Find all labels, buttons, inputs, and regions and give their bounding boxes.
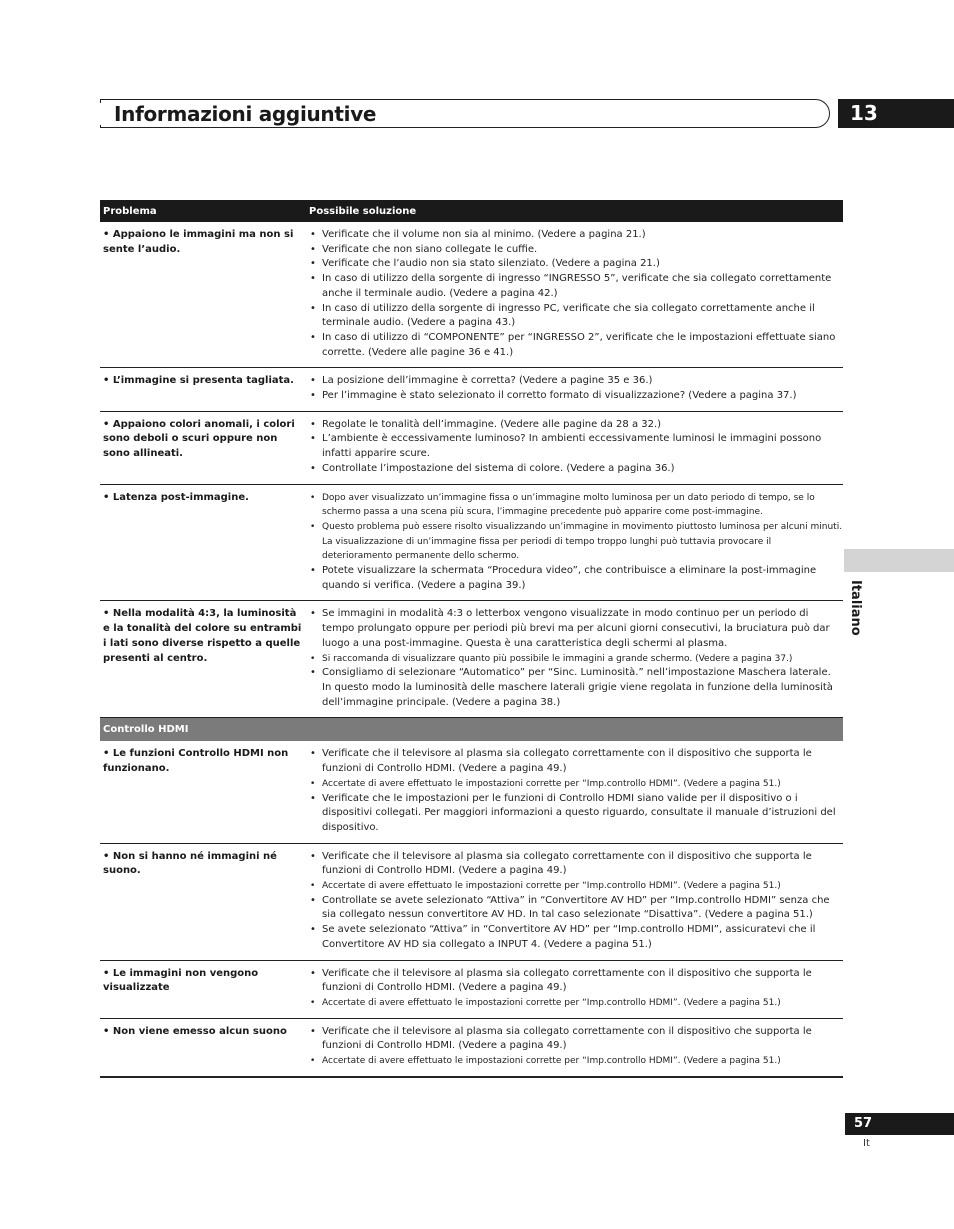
table-header [100, 200, 843, 222]
solution-item: • In caso di utilizzo di “COMPONENTE” per “INGRESSO 2”, verificate che le impostazioni effettuate siano corrette. (Vedere alle pagine 36 e 41.) [306, 331, 843, 360]
solution-item: • Accertate di avere effettuato le impostazioni corrette per “Imp.controllo HDMI”. (Vedere a pagina 51.) [306, 879, 843, 894]
solution-item: • Verificate che il televisore al plasma sia collegato correttamente con il dispositivo che supporta le funzioni di Controllo HDMI. (Vedere a pagina 49.) [306, 1025, 843, 1054]
solution-item: • La posizione dell’immagine è corretta? (Vedere a pagine 35 e 36.) [306, 374, 843, 389]
problem-cell: • Appaiono colori anomali, i colori sono deboli o scuri oppure non sono allineati. [103, 418, 295, 460]
solution-item: • Accertate di avere effettuato le impostazioni corrette per “Imp.controllo HDMI”. (Vedere a pagina 51.) [306, 777, 843, 792]
solution-item: • Consigliamo di selezionare “Automatico” per “Sinc. Luminosità.” nell’impostazione Maschera laterale. In questo modo la luminosità delle maschere laterali grigie viene regolata in funzione della luminosità dell’immagine principale. (Vedere a pagina 38.) [306, 666, 843, 710]
solution-list [306, 967, 843, 1011]
section-header-hdmi: Controllo HDMI [100, 717, 843, 741]
troubleshooting-table [100, 200, 843, 1078]
solution-item: • Verificate che l’audio non sia stato silenziato. (Vedere a pagina 21.) [306, 257, 843, 272]
solution-item: • In caso di utilizzo della sorgente di ingresso “INGRESSO 5”, verificate che sia collegato correttamente anche il terminale audio. (Vedere a pagina 42.) [306, 272, 843, 301]
solution-item: • Verificate che non siano collegate le cuffie. [306, 243, 843, 258]
solution-item: • Verificate che le impostazioni per le funzioni di Controllo HDMI siano valide per il dispositivo o i dispositivi collegati. Per maggiori informazioni a questo riguardo, consultate il manuale d’istruzioni del dispositivo. [306, 792, 843, 836]
table-row [100, 411, 843, 484]
solution-item: • Se avete selezionato “Attiva” in “Convertitore AV HD” per “Imp.controllo HDMI”, assicuratevi che il Convertitore AV HD sia collegato a INPUT 4. (Vedere a pagina 51.) [306, 923, 843, 952]
language-tab [844, 549, 954, 572]
solution-item: • Verificate che il televisore al plasma sia collegato correttamente con il dispositivo che supporta le funzioni di Controllo HDMI. (Vedere a pagina 49.) [306, 850, 843, 879]
solution-item: • Potete visualizzare la schermata “Procedura video”, che contribuisce a eliminare la post-immagine quando si verifica. (Vedere a pagina 39.) [306, 564, 843, 593]
solution-list [306, 850, 843, 953]
table-row [100, 484, 843, 601]
problem-cell: • Latenza post-immagine. [103, 491, 249, 503]
solution-item: • In caso di utilizzo della sorgente di ingresso PC, verificate che sia collegato correttamente anche il terminale audio. (Vedere a pagina 43.) [306, 302, 843, 331]
table-row [100, 741, 843, 842]
problem-cell: • Appaiono le immagini ma non si sente l’audio. [103, 229, 294, 255]
table-row [100, 1018, 843, 1078]
column-header-solution: Possibile soluzione [309, 205, 417, 217]
page-title: Informazioni aggiuntive [114, 102, 377, 126]
problem-cell: • Non viene emesso alcun suono [103, 1025, 287, 1037]
column-header-problem: Problema [103, 205, 157, 217]
page-number: 57 [845, 1113, 954, 1135]
table-row [100, 960, 843, 1018]
solution-item: • Controllate se avete selezionato “Attiva” in “Convertitore AV HD” per “Imp.controllo HDMI” senza che sia collegato nessun convertitore AV HD. In tal caso selezionate “Disattiva”. (Vedere a pagina 51.) [306, 894, 843, 923]
solution-item: • Verificate che il televisore al plasma sia collegato correttamente con il dispositivo che supporta le funzioni di Controllo HDMI. (Vedere a pagina 49.) [306, 747, 843, 776]
solution-list [306, 607, 843, 710]
solution-list [306, 228, 843, 360]
solution-item: • Per l’immagine è stato selezionato il corretto formato di visualizzazione? (Vedere a pagina 37.) [306, 389, 843, 404]
solution-list [306, 1025, 843, 1069]
table-row [100, 843, 843, 960]
solution-item: • Verificate che il volume non sia al minimo. (Vedere a pagina 21.) [306, 228, 843, 243]
solution-list [306, 418, 843, 477]
table-row [100, 367, 843, 410]
solution-list [306, 374, 843, 403]
problem-cell: • Non si hanno né immagini né suono. [103, 850, 277, 877]
solution-item: • Verificate che il televisore al plasma sia collegato correttamente con il dispositivo che supporta le funzioni di Controllo HDMI. (Vedere a pagina 49.) [306, 967, 843, 996]
solution-item: • Accertate di avere effettuato le impostazioni corrette per “Imp.controllo HDMI”. (Vedere a pagina 51.) [306, 1054, 843, 1069]
solution-item: • Questo problema può essere risolto visualizzando un’immagine in movimento piuttosto luminosa per alcuni minuti. La visualizzazione di un’immagine fissa per periodi di tempo troppo lunghi può tuttavia provocare il deterioramento permanente dello schermo. [306, 520, 843, 564]
page-language-code: It [863, 1138, 870, 1149]
solution-list [306, 491, 843, 594]
solution-item: • Si raccomanda di visualizzare quanto più possibile le immagini a grande schermo. (Vedere a pagina 37.) [306, 652, 843, 667]
chapter-header-bar [100, 99, 830, 128]
solution-item: • Se immagini in modalità 4:3 o letterbox vengono visualizzate in modo continuo per un periodo di tempo prolungato oppure per periodi più brevi ma per alcuni giorni consecutivi, la bruciatura può dar luogo a una post-immagine. Questa è una caratteristica degli schermi al plasma. [306, 607, 843, 651]
solution-item: • Controllate l’impostazione del sistema di colore. (Vedere a pagina 36.) [306, 462, 843, 477]
solution-item: • Accertate di avere effettuato le impostazioni corrette per “Imp.controllo HDMI”. (Vedere a pagina 51.) [306, 996, 843, 1011]
language-label: Italiano [848, 580, 863, 636]
solution-list [306, 747, 843, 835]
solution-item: • Regolate le tonalità dell’immagine. (Vedere alle pagine da 28 a 32.) [306, 418, 843, 433]
problem-cell: • Le funzioni Controllo HDMI non funzionano. [103, 748, 289, 775]
table-row [100, 222, 843, 367]
table-row [100, 600, 843, 717]
problem-cell: • Le immagini non vengono visualizzate [103, 967, 259, 994]
problem-cell: • Nella modalità 4:3, la luminosità e la tonalità del colore su entrambi i lati sono diverse rispetto a quelle presenti al centro. [103, 608, 302, 664]
solution-item: • Dopo aver visualizzato un’immagine fissa o un’immagine molto luminosa per un dato periodo di tempo, se lo schermo passa a una scena più scura, l’immagine precedente può apparire come post-immagine. [306, 491, 843, 520]
solution-item: • L’ambiente è eccessivamente luminoso? In ambienti eccessivamente luminosi le immagini possono infatti apparire scure. [306, 432, 843, 461]
chapter-number: 13 [838, 99, 954, 128]
problem-cell: • L’immagine si presenta tagliata. [103, 375, 294, 387]
